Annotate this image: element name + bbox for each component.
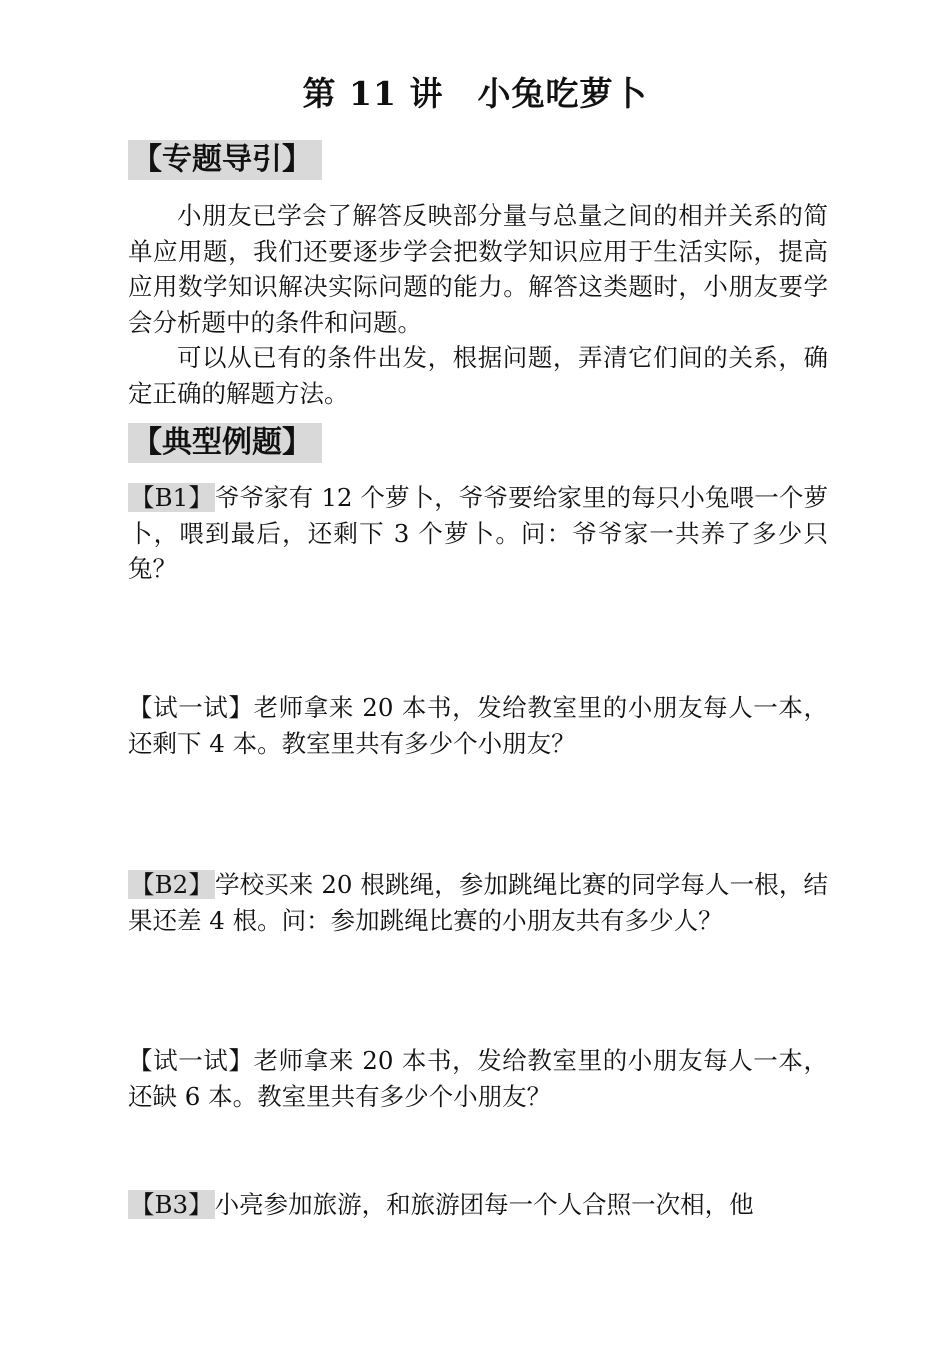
intro-heading: 【专题导引】 bbox=[128, 140, 322, 180]
page-title: 第 11 讲 小兔吃萝卜 bbox=[302, 74, 648, 113]
problem-b1 bbox=[128, 480, 828, 587]
problem-b1-text: 爷爷家有 12 个萝卜，爷爷要给家里的每只小兔喂一个萝卜，喂到最后，还剩下 3 个萝卜。问：爷爷家一共养了多少只兔？ bbox=[128, 483, 829, 583]
problem-b3-tag: 【B3】 bbox=[130, 1190, 213, 1219]
try-it-1-tag: 【试一试】 bbox=[128, 693, 254, 722]
problem-b2 bbox=[128, 867, 828, 938]
try-it-2-text: 老师拿来 20 本书，发给教室里的小朋友每人一本，还缺 6 本。教室里共有多少个小朋友？ bbox=[128, 1046, 829, 1111]
try-it-1 bbox=[128, 690, 828, 761]
examples-heading: 【典型例题】 bbox=[128, 423, 322, 463]
problem-b3 bbox=[128, 1187, 828, 1223]
try-it-2-tag: 【试一试】 bbox=[128, 1046, 254, 1075]
intro-paragraph-2: 可以从已有的条件出发，根据问题，弄清它们间的关系，确定正确的解题方法。 bbox=[128, 343, 828, 408]
problem-b1-tag: 【B1】 bbox=[130, 483, 213, 512]
problem-b3-text: 小亮参加旅游，和旅游团每一个人合照一次相，他 bbox=[214, 1190, 754, 1219]
problem-b2-text: 学校买来 20 根跳绳，参加跳绳比赛的同学每人一根，结果还差 4 根。问：参加跳绳比赛的小朋友共有多少人？ bbox=[128, 870, 829, 935]
try-it-2 bbox=[128, 1043, 828, 1114]
try-it-1-text: 老师拿来 20 本书，发给教室里的小朋友每人一本，还剩下 4 本。教室里共有多少个小朋友？ bbox=[128, 693, 829, 758]
intro-paragraph-1: 小朋友已学会了解答反映部分量与总量之间的相并关系的简单应用题，我们还要逐步学会把数学知识应用于生活实际，提高应用数学知识解决实际问题的能力。解答这类题时，小朋友要学会分析题中的条件和问题。 bbox=[128, 201, 828, 337]
problem-b2-tag: 【B2】 bbox=[130, 870, 213, 899]
